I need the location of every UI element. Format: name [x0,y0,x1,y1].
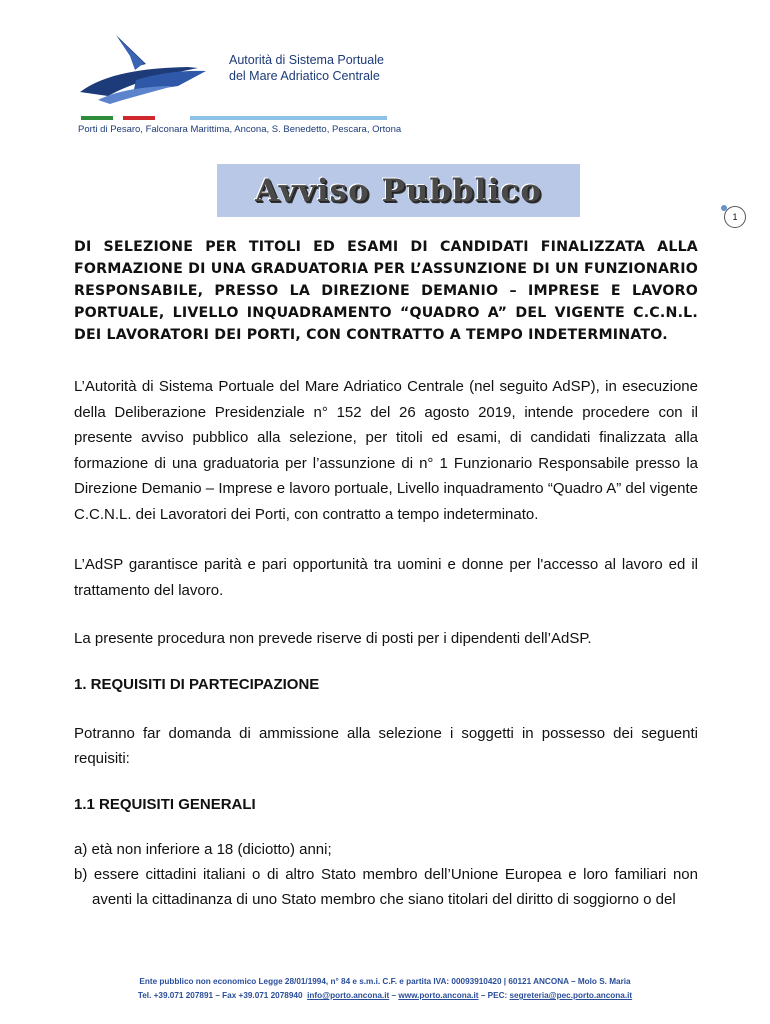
page-footer [0,975,770,1003]
ports-list: Porti di Pesaro, Falconara Marittima, Ancona, S. Benedetto, Pescara, Ortona [78,124,402,135]
ship-bow-logo-icon [78,30,228,110]
requirements-list [74,837,698,912]
reserves-paragraph: La presente procedura non prevede riserve di posti per i dipendenti dell’AdSP. [74,630,592,647]
notice-banner [217,164,580,217]
parity-paragraph: L’AdSP garantisce parità e pari opportunità tra uomini e donne per l'accesso al lavoro ed il trattamento del lavoro. [74,556,698,599]
intro-paragraph: L’Autorità di Sistema Portuale del Mare Adriatico Centrale (nel seguito AdSP), in esecuzione della Deliberazione Presidenziale n° 152 del 26 agosto 2019, intende procedere con il presente avviso pubblico alla selezione, per titoli ed esami, di candidati finalizzata alla formazione di una graduatoria per l’assunzione di n° 1 Funzionario Responsabile presso la Direzione Demanio – Imprese e lavoro portuale, Livello inquadramento “Quadro A” del vigente C.C.N.L. dei Lavoratori dei Porti, con contratto a tempo indeterminato. [74,378,698,523]
requirements-intro-paragraph: Potranno far domanda di ammissione alla selezione i soggetti in possesso dei seguenti requisiti: [74,724,698,767]
authority-logo [78,30,402,140]
footer-pec-label: – PEC: [480,991,508,1000]
footer-legal-line: Ente pubblico non economico Legge 28/01/1994, n° 84 e s.m.i. C.F. e partita IVA: 00093910420 | 60121 ANCONA – Molo S. Maria [139,977,631,986]
footer-contact-line [0,989,770,1003]
green-stripe [81,116,113,120]
footer-website-link[interactable]: www.porto.ancona.it [398,991,479,1000]
red-stripe [123,116,155,120]
page-number-badge: 1 [724,206,746,228]
footer-phone-fax: Tel. +39.071 207891 – Fax +39.071 2078940 [137,991,303,1000]
banner-title: Avviso Pubblico [255,172,542,209]
footer-email-link[interactable]: info@porto.ancona.it [307,991,390,1000]
section-heading-requirements: 1. REQUISITI DI PARTECIPAZIONE [74,675,320,693]
org-name [229,52,384,84]
org-name-line1: Autorità di Sistema Portuale [229,53,384,67]
footer-pec-link[interactable]: segreteria@pec.porto.ancona.it [509,991,633,1000]
list-item: a) età non inferiore a 18 (diciotto) anni; [74,840,332,858]
list-item: b) essere cittadini italiani o di altro Stato membro dell’Unione Europea e loro familiari non aventi la cittadinanza di uno Stato membro che siano titolari del diritto di soggiorno o del [74,865,698,908]
section-heading-general-requirements: 1.1 REQUISITI GENERALI [74,795,256,813]
light-blue-stripe [190,116,387,120]
document-heading: DI SELEZIONE PER TITOLI ED ESAMI DI CANDIDATI FINALIZZATA ALLA FORMAZIONE DI UNA GRADUATORIA PER L’ASSUNZIONE DI UN FUNZIONARIO RESPONSABILE, PRESSO LA DIREZIONE DEMANIO – IMPRESE E LAVORO PORTUALE, LIVELLO INQUADRAMENTO “QUADRO A” DEL VIGENTE C.C.N.L. DEI LAVORATORI DEI PORTI, CON CONTRATTO A TEMPO INDETERMINATO. [74,239,698,343]
footer-separator: – [391,991,397,1000]
org-name-line2: del Mare Adriatico Centrale [229,69,380,83]
document-body [74,236,698,912]
